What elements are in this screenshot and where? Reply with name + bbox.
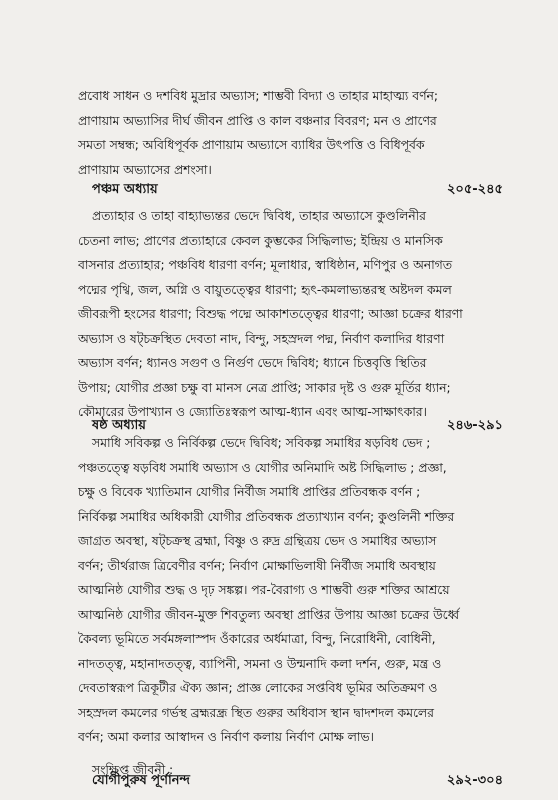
- text-line: পদ্মের পৃথ্বি, জল, অগ্নি ও বায়ুতত্ত্বের ধারণা; হৃৎ-কমলাভ্যন্তরস্থ অষ্টদল কমল: [78, 282, 452, 297]
- biography-title: যোগীপুরুষ পূর্ণানন্দ: [92, 773, 190, 788]
- chapter6-title: ষষ্ঠ অধ্যায়: [92, 418, 146, 433]
- chapter5-paragraph: [78, 204, 503, 425]
- text-line: প্রাণায়াম অভ্যাসির দীর্ঘ জীবন প্রাপ্তি ও কাল বঞ্চনার বিবরণ; মন ও প্রাণের: [78, 113, 437, 128]
- text-line: প্রাণায়াম অভ্যাসের প্রশংসা।: [78, 162, 212, 177]
- text-line: চক্ষু ও বিবেক খ্যাতিমান যোগীর নির্বীজ সমাধি প্রাপ্তির প্রতিবন্ধক বর্ণন ;: [78, 485, 421, 499]
- biography-label: সংক্ষিপ্ত জীবনী :: [92, 763, 174, 777]
- chapter6-paragraph: [78, 431, 503, 750]
- text-line: অভ্যাস ও ষট্চক্রস্থিত দেবতা নাদ, বিন্দু, সহস্রদল পদ্ম, নির্বাণ কলাদির ধারণা: [78, 331, 445, 346]
- biography-pages: ২৯২-৩০৪: [446, 773, 503, 788]
- text-line: চেতনা লাভ; প্রাণের প্রত্যাহারে কেবল কুম্ভকের সিদ্ধিলাভ; ইন্দ্রিয় ও মানসিক: [78, 233, 443, 248]
- text-line: প্রবোধ সাধন ও দশবিধ মুদ্রার অভ্যাস; শাম্ভবী বিদ্যা ও তাহার মাহাত্ম্য বর্ণন;: [78, 89, 439, 103]
- text-line: জাগ্রত অবস্থা, ষট্চক্রস্থ ব্রহ্মা, বিষ্ণু ও রুদ্র গ্রন্থিত্রয় ভেদ ও সমাধির অভ্যাস: [78, 534, 437, 548]
- text-line: বর্ণন; অমা কলার আস্বাদন ও নির্বাণ কলায় নির্বাণ মোক্ষ লাভ।: [78, 730, 374, 744]
- text-line: আত্মনিষ্ঠ যোগীর জীবন-মুক্ত শিবতুল্য অবস্থা প্রাপ্তির উপায় আজ্ঞা চক্রের উর্ধ্বে: [78, 607, 459, 622]
- text-line: জীবরূপী হংসের ধারণা; বিশুদ্ধ পদ্মে আকাশতত্ত্বের ধারণা; আজ্ঞা চক্রের ধারণা: [78, 307, 463, 321]
- text-line: বাসনার প্রত্যাহার; পঞ্চবিধ ধারণা বর্ণন; মূলাধার, স্বাধিষ্ঠান, মণিপুর ও অনাগত: [78, 258, 452, 272]
- text-line: নির্বিকল্প সমাধির অধিকারী যোগীর প্রতিবন্ধক প্রত্যাখ্যান বর্ণন; কুণ্ডলিনী শক্তির: [78, 509, 455, 524]
- text-line: সমতা সম্বন্ধ; অবিধিপূর্বক প্রাণায়াম অভ্যাসে ব্যাধির উৎপত্তি ও বিধিপূর্বক: [78, 138, 425, 152]
- text-line: নাদতত্ত্ব, মহানাদতত্ত্ব, ব্যাপিনী, সমনা ও উন্মনাদি কলা দর্শন, গুরু, মন্ত্র ও: [78, 656, 442, 671]
- text-line: আত্মনিষ্ঠ যোগীর শুদ্ধ ও দৃঢ় সঙ্কল্প। পর-বৈরাগ্য ও শাম্ভবী গুরু শক্তির আশ্রয়ে: [78, 583, 450, 597]
- chapter5-pages: ২০৫-২৪৫: [446, 182, 503, 197]
- chapter6-pages: ২৪৬-২৯১: [446, 418, 503, 433]
- text-line: দেবতাস্বরূপ ত্রিকূটীর ঐক্য জ্ঞান; প্রাজ্ঞ লোকের সপ্তবিধ ভূমির অতিক্রমণ ও: [78, 681, 438, 695]
- text-line: অভ্যাস বর্ণন; ধ্যানও সগুণ ও নির্গুণ ভেদে দ্বিবিধ; ধ্যানে চিত্তবৃত্তি স্থিতির: [78, 356, 427, 370]
- text-line: পঞ্চতত্ত্বে ষড়বিধ সমাধি অভ্যাস ও যোগীর অনিমাদি অষ্ট সিদ্ধিলাভ ; প্রজ্ঞা,: [78, 460, 447, 475]
- text-line: কৈবল্য ভূমিতে সর্বমঙ্গলাস্পদ ওঁকারের অর্ধমাত্রা, বিন্দু, নিরোধিনী, বোধিনী,: [78, 632, 436, 646]
- text-line: সহস্রদল কমলের গর্ভস্থ ব্রহ্মরন্ধ্র স্থিত গুরুর অধিবাস স্থান দ্বাদশদল কমলের: [78, 705, 434, 720]
- text-line: বর্ণন; তীর্থরাজ ত্রিবেণীর বর্ণন; নির্বাণ মোক্ষাভিলাষী নির্বীজ সমাধি অবস্থায়: [78, 558, 436, 573]
- text-line: কৌমারের উপাখ্যান ও জ্যোতিঃস্বরূপ আত্ম-ধ্যান এবং আত্ম-সাক্ষাৎকার।: [78, 405, 427, 419]
- chapter5-title: পঞ্চম অধ্যায়: [92, 182, 158, 197]
- chapter5-heading: [78, 180, 503, 202]
- intro-paragraph: [78, 84, 503, 182]
- text-line: সমাধি সবিকল্প ও নির্বিকল্প ভেদে দ্বিবিধ; সবিকল্প সমাধির ষড়বিধ ভেদ ;: [92, 436, 431, 450]
- biography-heading: [78, 771, 503, 793]
- text-line: প্রত্যাহার ও তাহা বাহ্যাভ্যন্তর ভেদে দ্বিবিধ, তাহার অভ্যাসে কুণ্ডলিনীর: [92, 209, 426, 223]
- text-line: উপায়; যোগীর প্রজ্ঞা চক্ষু বা মানস নেত্র প্রাপ্তি; সাকার দৃষ্ট ও গুরু মূর্তির ধ্যান;: [78, 380, 451, 395]
